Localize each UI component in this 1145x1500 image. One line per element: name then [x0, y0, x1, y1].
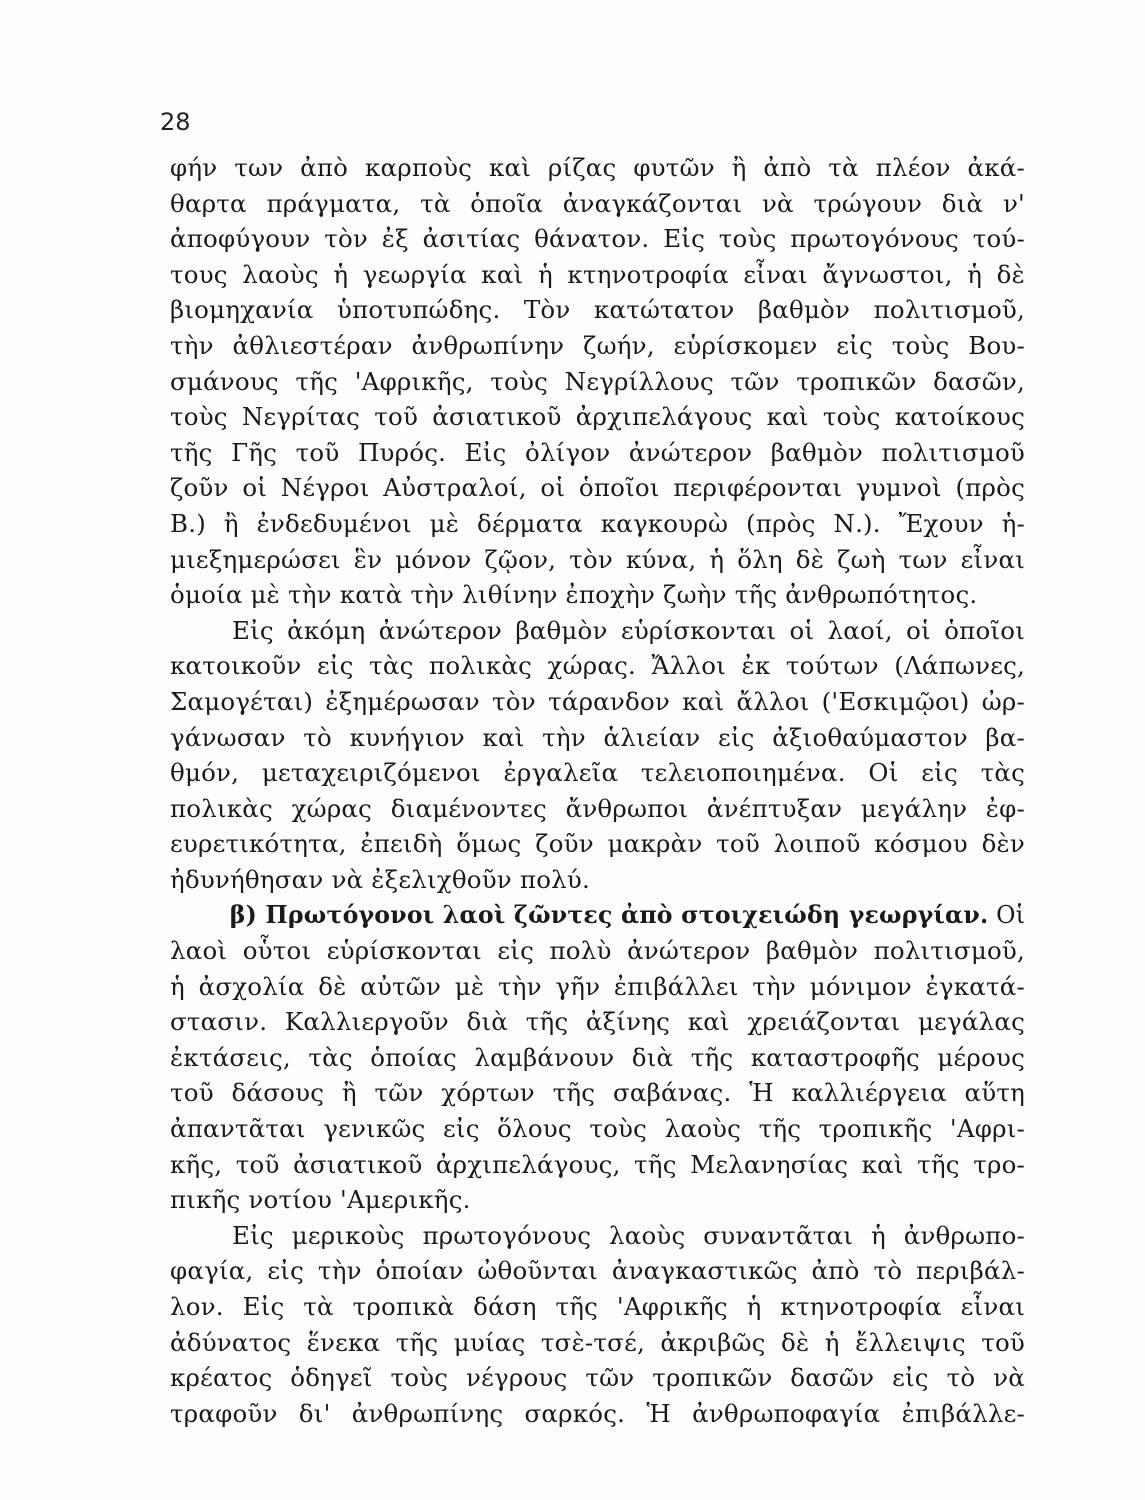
- heading-line-rest: Οἱ: [988, 900, 1026, 930]
- text-line: κατοικοῦν εἰς τὰς πολικὰς χώρας. Ἄλλοι ἐκ τούτων (Λάπωνες,: [170, 651, 1025, 681]
- text-line: τους λαοὺς ἡ γεωργία καὶ ἡ κτηνοτροφία εἶναι ἄγνωστοι, ἡ δὲ: [170, 259, 1025, 289]
- text-line: ζοῦν οἱ Νέγροι Αὐστραλοί, οἱ ὁποῖοι περιφέρονται γυμνοὶ (πρὸς: [170, 473, 1025, 503]
- text-line: γάνωσαν τὸ κυνήγιον καὶ τὴν ἁλιείαν εἰς ἀξιοθαύμαστον βα-: [170, 722, 1025, 752]
- text-line: λον. Εἰς τὰ τροπικὰ δάση τῆς 'Αφρικῆς ἡ κτηνοτροφία εἶναι: [170, 1292, 1025, 1321]
- text-line: θαρτα πράγματα, τὰ ὁποῖα ἀναγκάζονται νὰ τρώγουν διὰ ν': [170, 188, 1025, 218]
- text-line: θμόν, μεταχειριζόμενοι ἐργαλεῖα τελειοποιημένα. Οἱ εἰς τὰς: [170, 758, 1025, 788]
- body-text: [170, 150, 1025, 1431]
- text-line: ἐκτάσεις, τὰς ὁποίας λαμβάνουν διὰ τῆς καταστροφῆς μέρους: [170, 1042, 1025, 1072]
- text-line: φαγία, εἰς τὴν ὁποίαν ὠθοῦνται ἀναγκαστικῶς ἀπὸ τὸ περιβάλ-: [170, 1256, 1025, 1286]
- text-line: τραφοῦν δι' ἀνθρωπίνης σαρκός. Ἡ ἀνθρωποφαγία ἐπιβάλλε-: [170, 1398, 1025, 1428]
- text-line: πικῆς νοτίου 'Αμερικῆς.: [170, 1185, 471, 1215]
- text-line: Β.) ἢ ἐνδεδυμένοι μὲ δέρματα καγκουρὼ (πρὸς Ν.). Ἔχουν ἡ-: [170, 508, 1025, 538]
- text-line: τοὺς Νεγρίτας τοῦ ἀσιατικοῦ ἀρχιπελάγους καὶ τοὺς κατοίκους: [170, 402, 1025, 432]
- text-line: ὁμοία μὲ τὴν κατὰ τὴν λιθίνην ἐποχὴν ζωὴν τῆς ἀνθρωπότητος.: [170, 580, 978, 610]
- text-line: Εἰς μερικοὺς πρωτογόνους λαοὺς συναντᾶται ἡ ἀνθρωπο-: [232, 1220, 1025, 1250]
- text-line: ἀδύνατος ἕνεκα τῆς μυίας τσὲ-τσέ, ἀκριβῶς δὲ ἡ ἔλλειψις τοῦ: [170, 1327, 1025, 1357]
- text-line: ευρετικότητα, ἐπειδὴ ὅμως ζοῦν μακρὰν τοῦ λοιποῦ κόσμου δὲν: [170, 829, 1025, 859]
- text-line: ἀπαντᾶται γενικῶς εἰς ὅλους τοὺς λαοὺς τῆς τροπικῆς 'Αφρι-: [170, 1114, 1025, 1144]
- text-line: στασιν. Καλλιεργοῦν διὰ τῆς ἀξίνης καὶ χρειάζονται μεγάλας: [170, 1007, 1025, 1037]
- text-line: Σαμογέται) ἐξημέρωσαν τὸν τάρανδον καὶ ἄλλοι ('Εσκιμῷοι) ὠρ-: [170, 686, 1025, 716]
- text-line: Εἰς ἀκόμη ἀνώτερον βαθμὸν εὑρίσκονται οἱ λαοί, οἱ ὁποῖοι: [232, 615, 1025, 645]
- text-line: μιεξημερώσει ἓν μόνον ζῷον, τὸν κύνα, ἡ ὅλη δὲ ζωὴ των εἶναι: [170, 544, 1025, 574]
- text-line: πολικὰς χώρας διαμένοντες ἄνθρωποι ἀνέπτυξαν μεγάλην ἐφ-: [170, 793, 1025, 823]
- section-heading-line: [170, 897, 1025, 933]
- section-heading: β) Πρωτόγονοι λαοὶ ζῶντες ἀπὸ στοιχειώδη γεωργίαν.: [229, 900, 989, 930]
- text-line: λαοὶ οὗτοι εὑρίσκονται εἰς πολὺ ἀνώτερον βαθμὸν πολιτισμοῦ,: [170, 936, 1025, 966]
- text-line: ἠδυνήθησαν νὰ ἐξελιχθοῦν πολύ.: [170, 864, 590, 894]
- page-number: 28: [160, 108, 191, 136]
- text-line: σμάνους τῆς 'Αφρικῆς, τοὺς Νεγρίλλους τῶν τροπικῶν δασῶν,: [170, 366, 1025, 396]
- text-line: κρέατος ὁδηγεῖ τοὺς νέγρους τῶν τροπικῶν δασῶν εἰς τὸ νὰ: [170, 1363, 1025, 1393]
- text-line: τῆς Γῆς τοῦ Πυρός. Εἰς ὀλίγον ἀνώτερον βαθμὸν πολιτισμοῦ: [170, 437, 1025, 467]
- text-line: τὴν ἀθλιεστέραν ἀνθρωπίνην ζωήν, εὑρίσκομεν εἰς τοὺς Βου-: [170, 330, 1025, 360]
- text-line: ἡ ἀσχολία δὲ αὐτῶν μὲ τὴν γῆν ἐπιβάλλει τὴν μόνιμον ἐγκατά-: [170, 971, 1025, 1001]
- text-line: φήν των ἀπὸ καρποὺς καὶ ρίζας φυτῶν ἢ ἀπὸ τὰ πλέον ἀκά-: [170, 153, 1025, 182]
- text-line: βιομηχανία ὑποτυπώδης. Τὸν κατώτατον βαθμὸν πολιτισμοῦ,: [170, 295, 1025, 325]
- text-line: κῆς, τοῦ ἀσιατικοῦ ἀρχιπελάγους, τῆς Μελανησίας καὶ τῆς τρο-: [170, 1149, 1025, 1179]
- text-line: τοῦ δάσους ἢ τῶν χόρτων τῆς σαβάνας. Ἡ καλλιέργεια αὕτη: [170, 1078, 1025, 1108]
- text-line: ἀποφύγουν τὸν ἐξ ἀσιτίας θάνατον. Εἰς τοὺς πρωτογόνους τού-: [170, 224, 1025, 254]
